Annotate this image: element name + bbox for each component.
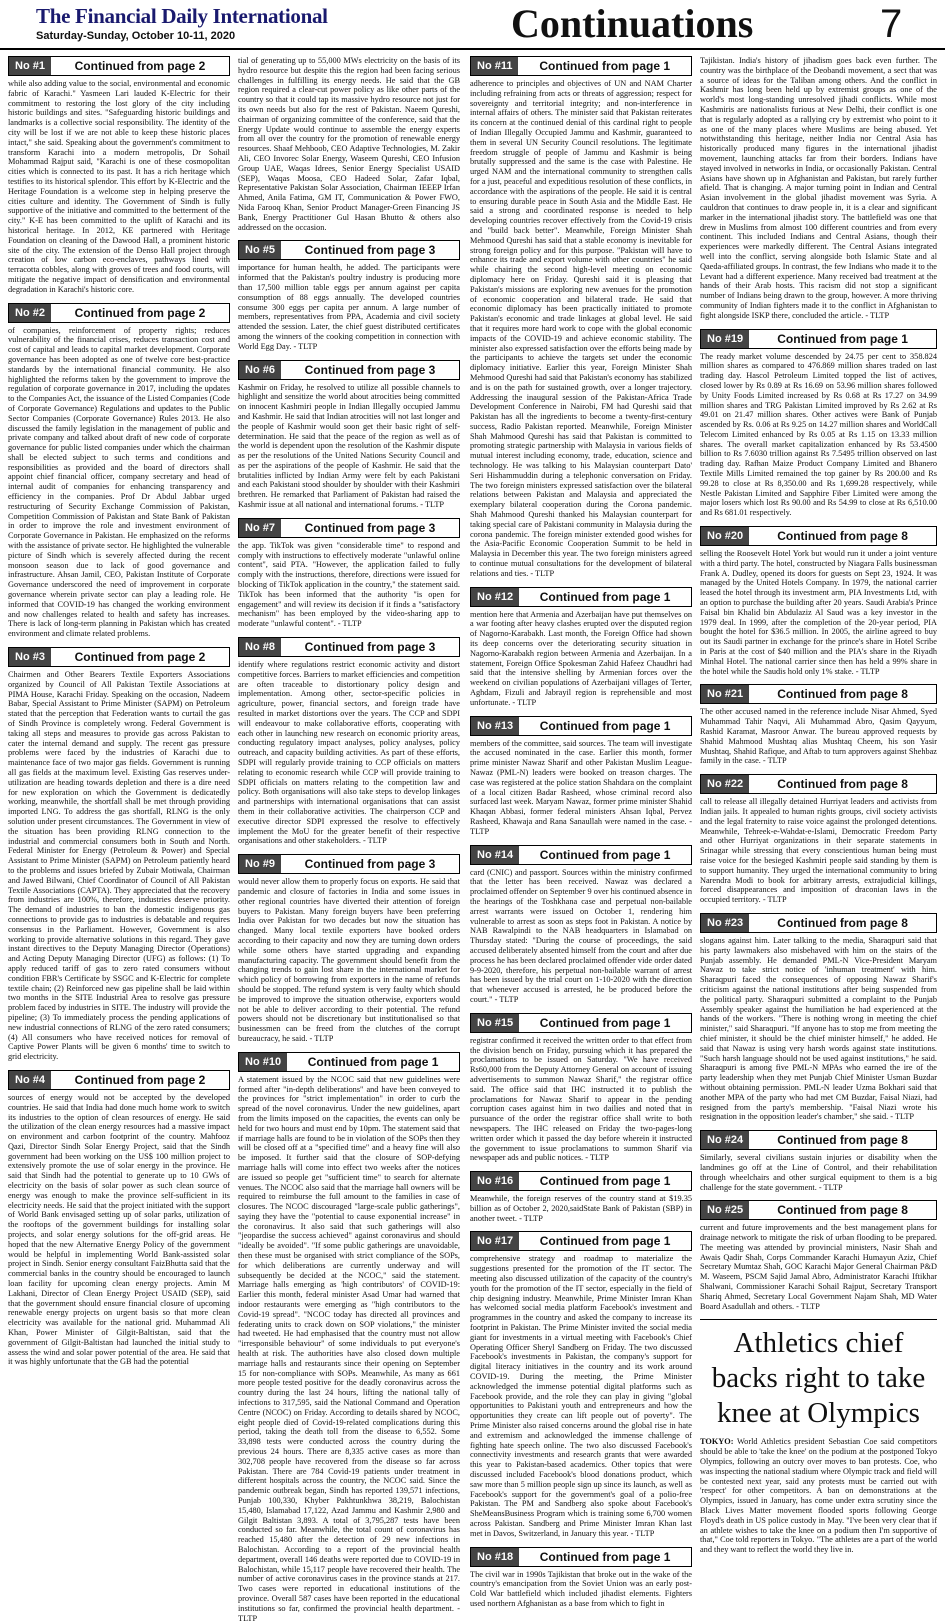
continuation-number: No #1 bbox=[9, 57, 51, 75]
continuation-header bbox=[700, 526, 937, 546]
continuation-text: The other accused named in the reference include Nisar Ahmed, Syed Muhammad Tahir Naqvi, Ali Muhammad Abro, Qasim Qayyum, Rashid Karamat, Masroor Anwar. The bureau approved requests by Shahid Mahmood Mushtaq alias Mushtaq Cheem, his son Yasir Mushtaq, Shahid Rafique, and Aftab to turn approvers against Shehbaz family in the case. - TLTP bbox=[700, 707, 937, 766]
continuation-text: registrar confirmed it received the written order to that effect from the division bench on Friday, pursuing which it has prepared the proclamations to be issued on Saturday. "We have received Rs60,000 from the Deputy Attorney General on account of issuing advertisements to summon Nawaz Sharif," the registrar office said. The office said that IHC instructed it to publish the proclamations for Nawaz Sharif to appear in the pending corruption cases against him in two dailies and noted that in pursuance of the order the registrar office shall write to both newspapers. The IHC released on Friday the two-pages-long written order which it passed the day before wherein it instructed the government to issue proclamations to summon Sharif via newspaper ads and public notices. - TLTP bbox=[470, 1035, 692, 1163]
continuation-text: members of the committee, said sources. The team will investigate the accused nominated in the case. Earlier this month, former prime minister Nawaz Sharif and other Pakistan Muslim League-Nawaz (PML-N) leaders were booked on treason charges. The case was registered at the police station Shahdara on the complaint of a local citizen Badar Rasheed, whose criminal record also surfaced last week. Maryam Nawaz, former prime minister Shahid Khaqan Abbasi, former federal ministers Ahsan Iqbal, Pervez Rasheed, Khawaja and Rana Sanaullah were named in the case. - TLTP bbox=[470, 738, 692, 836]
continuation-title: Continued from page 1 bbox=[539, 59, 671, 73]
continuation-text: The ready market volume descended by 24.75 per cent to 358.824 million shares as compared to 476.869 million shares traded on last trading day. Hascol Petroleum Limited topped the list of actives, closed lower by Rs 0.89 at Rs 16.69 on 53.96 million shares followed by Unity Foods Limited increased by Rs 0.68 at Rs 17.27 on 34.99 million shares and TRG Pakistan Limited improved by Rs 2.62 at Rs 49.01 on 21.47 million shares. Other actives were Bank of Punjab ascended by Rs. 0.06 at Rs 9.25 on 14.27 million shares and WorldCall Telecom Limited enhanced by Rs 0.05 at Rs 1.15 on 13.33 million shares. The overall market capitalization enhanced by Rs 53.4500 billion to Rs 7.6030 trillion against Rs 7.5495 trillion observed on last trading day. Rafhan Maize Product Company Limited and Bhanero Textile Mills Limited remained the top gainer by Rs 200.00 and Rs 99.28 to close at Rs 8,350.00 and Rs 1,699.28 respectively, while Nestle Pakistan Limited and Sapphire Fiber Limited were among the major losers which lost Rs 90.00 and Rs 54.99 to close at Rs 6,510.00 and Rs 681.01 respectively. bbox=[700, 351, 937, 518]
paper-name: The Financial Daily International bbox=[36, 4, 328, 28]
continuation-text: Tajikistan. India's history of jihadism goes back even further. The country was the birthplace of the Deobandi movement, a sect that was a source of ideas for the Taliban among others. And the conflict in Kashmir has long been held up by extremist groups as one of the world's most long-standing unresolved jihadi conflicts. While most Kashmiris are nationalists furious at New Delhi, their conflict is one that is regularly adopted as a rallying cry by extremist who point to it as one of the many places where Muslims are being abused. Yet notwithstanding this heritage, neither India nor Central Asia has historically produced many figures in the international jihadist movement, launching attacks far from their borders. Indians have stayed involved in networks in India, or occasionally Pakistan. Central Asians have shown up in Afghanistan and Pakistan, but rarely further afield. That is changing. A major turning point in Indian and Central Asian involvement in the global jihadist movement was Syria. A cauldron that continues to draw people in, it is a clear and significant marker in the international jihadist story. The battlefield was one that drew in Muslims from almost 100 different countries and from every continent. This included Indians and Central Asians, though their experiences were markedly different. The Central Asians integrated well into the conflict, serving alongside both Islamic State and al Qaeda-affiliated groups. In contrast, the few Indians who made it to the Levant had a different experience. Many received bad treatment at the hands of their Arab hosts. This racism did not stop a significant number of Indians being drawn to the group, however. A more thriving community of Indian fighters made it to the conflict in Afghanistan to fight alongside ISKP there, concluded the article. - TLTP bbox=[700, 56, 937, 320]
column-2 bbox=[238, 56, 460, 1623]
continuation-number: No #5 bbox=[239, 241, 281, 259]
continuation-text: tial of generating up to 55,000 MWs electricity on the basis of its hydro resource but despite this the region had been facing serious challenges in fulfilling its energy needs. He said that the GB region required a clear-cut power policy as like other parts of the country so that it could tap its massive hydro resource not just for its own needs but also for the rest of Pakistan. Naeem Qureshi, chairman of organizing committee of the conference, said that the Energy Update would continue to assemble the energy experts from all over the country for the promotion of renewable energy resources. Shaaf Mehboob, CEO Adaptive Technologies, M. Zakir Ali, CEO Invorec Solar Energy, Waseem Qureshi, CEO Infusion Group UAE, Waqas Idrees, Senior Energy Specialist USAID (SEP), Waqas Moosa, CEO Hadeed Solar, Zafar Iqbal, Representative Pakistan Solar Association, Chairman IEEEP Irfan Ahmed, Anila Fatima, GM IT, Communication & Power FWO, Nida Farooq Khan, Senior Product Manager-Green Financing JS Bank, Energy Practitioner Gul Hasan Bhutto & others also addressed on the occasion. bbox=[238, 56, 460, 232]
continuation-text: selling the Roosevelt Hotel York but would run it under a joint venture with a third party. The hotel, constructed by Niagara Falls businessman Frank A. Dudley, opened its doors for guests on Sept 23, 1924. It was managed by the United Hotels Company. In 1979, the national carrier leased the hotel through its investment arm, PIA Investments Ltd, with an option to purchase the building after 20 years. Saudi Arabia's Prince Faisal bin Khalid bin Abdulaziz Al Saud was a key investor in the 1979 deal. In 1999, after the completion of the 20-year period, PIA bought the hotel for $36.5 million. In 2005, the airline agreed to buy out its Saudi partner in exchange for the prince's share in Hotel Scribe in Paris at the cost of $40 million and the PIA's share in the Riyadh Minhal Hotel. The national carrier since then has held a 99% share in the hotel while the Saudis hold only 1% stake. - TLTP bbox=[700, 549, 937, 676]
continuation-title: Continued from page 2 bbox=[74, 305, 206, 320]
continuation-text: current and future improvements and the best management plans for drainage network to mitigate the risk of urban flooding to be prepared. The meeting was attended by provincial ministers, Nasir Shah and Awais Qadir Shah, Corps Commander Karachi Humayun Aziz, Chief Secretary Mumtaz Shah, GOC Karachi Major General Chairman P&D M. Waseem, PSCM Sajid Jamal Abro, Administrator Karachi Iftikhar Shalwani, Commissioner Karachi Sohail Rajput, Secretary Transport Shariq Ahmed, Secretary Local Government Najam Shah, MD Water Board Asadullah and others. - TLTP bbox=[700, 1223, 937, 1311]
continuation-header bbox=[700, 684, 937, 704]
continuation-header bbox=[8, 303, 230, 323]
continuation-number: No #11 bbox=[471, 57, 518, 75]
article-text: World Athletics president Sebastian Coe said competitors should be able to 'take the knee' on the podium at the postponed Tokyo Olympics, following an outcry over moves to ban protests. Coe, who was inspecting the national stadium where Olympic track and field will be contested next year, said any protests must be carried out with 'respect' for other competitors. A ban on demonstrations at the Olympics, issued in January, has come under extra scrutiny since the Black Lives Matter movement flooded sports following George Floyd's death in US police custody in May. "I've been very clear that if an athlete wishes to take the knee on a podium then I'm supportive of that," Coe told reporters in Tokyo. "The athletes are a part of the world and they want to reflect the world they live in. bbox=[700, 1437, 937, 1555]
continuation-box bbox=[470, 56, 692, 579]
continuation-box bbox=[8, 303, 230, 640]
continuation-number: No #14 bbox=[471, 846, 519, 864]
continuation-box bbox=[8, 1070, 230, 1367]
continuation-box bbox=[238, 360, 460, 510]
continuation-header bbox=[470, 845, 692, 865]
continuation-text: slogans against him. Later talking to the media, Sharaqpuri said that his party lawmakers also misbehaved with him on the stairs of the Punjab assembly. He demanded PML-N Vice-President Maryam Nawaz to take strict notice of 'inhuman treatment' with him. Sharaqpuri faced the consequences of opposing Nawaz Sharif's criticism against the national institutions after being suspended from the political party. Sharaqpuri submitted a complaint to the Punjab Assembly speaker against the humiliation he had experienced at the hands of the workers. "There is nothing wrong in meeting the chief minister," said Sharaqpuri. "If anyone has to stop me from meeting the chief minister, it should be the chief minister himself," he added. He said that Nawaz is using very harsh words against state institutions. "Such harsh language should not be used against institutions," he said. Sharaqpuri is among five PML-N MPAs who earned the ire of the party leadership when they met Punjab Chief Minister Usman Buzdar without obtaining permission. PML-N leader Uzma Bokhari said that another MPA of the party who had met CM Buzdar, Faisal Niazi, had resigned from the party's membership. "Faisal Niazi wrote his resignation in the opposition leader's chamber," she said. - TLTP bbox=[700, 935, 937, 1122]
section-title: Continuations bbox=[511, 1, 754, 46]
continuation-header bbox=[700, 1200, 937, 1220]
continuation-text: mention here that Armenia and Azerbaijan have put themselves on a war footing after heavy clashes erupted over the disputed region of Nagorno-Karabakh. Last month, the Foreign Office had shown its deep concerns over the deteriorating security situation in Nagorno-Karabakh region between Armenia and Azerbaijan. In a statement, Foreign Office Spokesman Zahid Hafeez Chaudhri had said that the intensive shelling by Armenian forces over the weekend on civilian populations of Azerbaijani villages of Terter, Aghdam, Fizuli and Jabrayil region is reprehensible and most unfortunate. - TLTP bbox=[470, 609, 692, 707]
continuation-box bbox=[700, 329, 937, 519]
continuation-header bbox=[238, 854, 460, 874]
continuation-header bbox=[8, 1070, 230, 1090]
continuation-number: No #10 bbox=[239, 1053, 287, 1071]
continuation-title: Continued from page 1 bbox=[539, 589, 671, 604]
continuation-text: A statement issued by the NCOC said that new guidelines were formed after "in-depth deliberations" and have been conveyed to the provinces for "strict implementation" in order to curb the spread of the novel coronavirus. Under the new guidelines, apart from the limits imposed on the capacities, the events can only be held for two hours and must end by 10pm. The statement said that if marriage halls are found to be in violation of the SOPs then they will be closed off at a "specified time" and a heavy fine will also be imposed. It further said that the closure of SOP-defying marriage halls will come into effect two weeks after the notices are issued so people get "sufficient time" to search for alternate venues. The NCOC also said that the marriage hall owners will be required to reimburse the full amount to the families in case of closures. The NCOC discouraged "large-scale public gatherings", saying they have the "potential to cause exponential increase" in the coronavirus. It also said that such gatherings will also "jeopardise the success achieved" against coronavirus and should "ideally be avoided". "If some public gatherings are unavoidable, then these must be organised with strict compliance of the SOPs, for which deliberations are currently underway and will subsequently be decided at the NCOC," said the statement. Marriage halls emerging as 'high contributors' of COVID-19: Earlier this month, federal minister Asad Umar had warned that indoor restaurants were emerging as "high contributors to the Covid-19 spread". "NCOC today has directed all provinces and federating units to crack down on SOP violations," the minister had tweeted. He had emphasised that the country must not allow "irresponsible behaviour" of some individuals to put everyone's health at risk. The authorities have also closed down multiple marriage halls and restaurants since their opening on September 15 for non-compliance with SOPs. Meanwhile, As many as 661 more people tested positive for the deadly coronavirus across the country during the last 24 hours, lifting the national tally of infections to 317,595, said the National Command and Operation Centre (NCOC) on Friday. According to details shared by NCOC, eight people died of Covid-19-related complications during this period, taking the death toll from the disease to 6,552. Some 33,898 tests were conducted across the country during the previous 24 hours. There are 8,335 active cases as more than 302,708 people have recovered from the disease so far across Pakistan. There are 784 Covid-19 patients under treatment in different hospitals across the country, the NCOC said. Since the pandemic outbreak began, Sindh has reported 139,571 infections, Punjab 100,330, Khyber Pakhtunkhwa 38,219, Balochistan 15,480, Islamabad 17,122, Azad Jammu and Kashmir 2,980 and Gilgit Baltistan 3,893. A total of 3,795,287 tests have been conducted so far. Meanwhile, the total count of coronavirus has reached 15,480 after the detection of 29 new infections in Balochistan. According to a report of the provincial health department, overall 146 deaths were reported due to COVID-19 in Balochistan, while 15,117 people have recovered their health. The number of active coronavirus cases in the province stands at 217. Two cases were reported in educational institutions of the province. Overall 587 cases have been reported in the educational institutions so far, confirmed the provincial health department. - TLTP bbox=[238, 1074, 460, 1623]
continuation-number: No #23 bbox=[701, 914, 749, 932]
continuation-text: importance for human health, he added. The participants were informed that the Pakistan's poultry industry is producing more than 17,500 million table eggs per annum against per capita consumption of 88 eggs annually. The developed countries consume 300 eggs per capita per annum. A large number of members, representatives from PPA, Academia and civil society attended the session. Later, the chief guest distributed certificates among the winners of the cooking competition in connection with World Egg Day. - TLTP bbox=[238, 263, 460, 351]
continuation-number: No #20 bbox=[701, 527, 749, 545]
continuation-number: No #24 bbox=[701, 1131, 749, 1149]
continuation-number: No #7 bbox=[239, 519, 281, 537]
continuation-text: adherence to principles and objectives of UN and NAM Charter including refraining from acts or threats of aggression; respect for sovereignty and territorial integrity; and non-interference in internal affairs of others. The minister said that Pakistan reiterates its concern at the continued denial of this cardinal right to people of Indian Illegally Occupied Jammu and Kashmir, guaranteed to them in several UN Security Council resolutions. The legitimate freedom struggle of people of Jammu and Kashmir is being brutally suppressed and the same is the case with Palestine. He urged NAM and the international community to strengthen calls for a just, peaceful and expeditious resolution of these conflicts, in accordance with the aspirations of the people. He said it is central to ensuring durable peace in South Asia and the Middle East. He said a strong and coordinated response is needed to help developing countries recover effectively from the Covid-19 crisis and "build back better". Meanwhile, Foreign Minister Shah Mehmood Qureshi has said that a stable economy is inevitable for strong foreign policy and for this purpose. "Pakistan will have to enhance its trade and export volume with other countries" he said while chairing the second high-level meeting on economic diplomacy here on Friday. Qureshi said it is pleasing that Pakistan's missions are exploring new avenues for the promotion of economic cooperation and bilateral trade. He said that economic diplomacy has been practically initiated to promote Pakistan's economic and trade linkages at global level. He said that it requires more hard work to cope with the global economic impacts of the COVID-19 and achieve economic stability. The minister also expressed satisfaction over the efforts being made by the participants to achieve the targets set under the economic diplomacy initiative. Earlier this year, Foreign Minister Shah Mehmood Qureshi had said that Pakistan's economy has stabilized and is on the path for sustained growth, over a longer trajectory. Addressing the inaugural session of the Pakistan-Africa Trade Development Conference in Nairobi, FM had Qureshi said that Pakistan has all the ingredients to become a twenty-first-century success, Radio Pakistan reported. Meanwhile, Foreign Minister Shah Mahmood Qureshi has said that Pakistan is committed to promoting strategic partnership with Malaysia in various fields of mutual interest including economy, trade, education, science and technology. He was talking to his Malaysian counterpart Dato' Seri Hishammuddin during a telephonic conversation on Friday. The two foreign ministers expressed satisfaction over the bilateral relations between Pakistan and Malaysia and appreciated the exemplary bilateral cooperation during the Corona pandemic. Shah Mahmood Qureshi thanked his Malaysian counterpart for taking special care of Pakistani community in Malaysia during the corona pandemic. The foreign minister extended good wishes for the Asia-Pacific Economic Cooperation Summit to be held in Malaysia in December this year. The two foreign ministers agreed to continue mutual consultations for the development of bilateral relations and ties. - TLTP bbox=[470, 79, 692, 578]
continuation-header bbox=[700, 329, 937, 349]
continuation-title: Continued from page 8 bbox=[777, 777, 908, 792]
continuation-number: No #13 bbox=[471, 717, 519, 735]
continuation-text: comprehensive strategy and roadmap to materialize the suggestions presented for the promotion of the IT sector. The meeting also discussed utilization of the capacity of the country's youth for the promotion of the IT sector, especially in the field of chip designing industry. Meanwhile, Prime Minister Imran Khan has welcomed social media platform Facebook's investment and programmes in the country and asked the company to increase its footprint in Pakistan. The Prime Minister invited the social media giant for investments in a virtual meeting with Facebook's Chief Operating Officer Sheryl Sandberg on Friday. The two discussed Facebook's investments in Pakistan, the company's support for digital literacy initiatives in the country and its work around COVID-19. During the meeting, the Prime Minister acknowledged the immense potential digital platforms such as Facebook provide, and the role they can play in giving "global opportunities to Pakistani youth and entrepreneurs and how the opportunities they create can lift people out of poverty". The Prime Minister also raised concerns around the global rise in hate and extremism and acknowledged the immense challenge of fighting hate speech online. The two also discussed Facebook's connectivity investments and research grants that were awarded this year to Pakistan-based academics. Other topics that were discussed included Facebook's blood donations product, which saw more than 5 million people sign up since its launch, as well as Facebook's support for the government's goal of a polio-free Pakistan. The PM and Sandberg also spoke about Facebook's SheMeansBusiness Program which is training some 6,700 women across Pakistan. Sandberg and Prime Minister Imran Khan last met in Davos, Switzerland, in January this year. - TLTP bbox=[470, 1254, 692, 1538]
continuation-header bbox=[238, 518, 460, 538]
continuation-header bbox=[470, 1013, 692, 1033]
continuation-header bbox=[238, 637, 460, 657]
article-body bbox=[700, 1437, 937, 1555]
continuation-number: No #16 bbox=[471, 1172, 519, 1190]
continuation-box bbox=[8, 647, 230, 1062]
continuation-title: Continued from page 1 bbox=[307, 1054, 439, 1069]
continuation-text: sources of energy would not be accepted by the developed countries. He said that India had done much home work to switch its industries to the option of clean resources of energy. He said the utilization of the clean energy resources had a massive impact on environment and carbon footprint of the country. Mahfooz Qazi, Director Sindh Solar Energy Project, said that the Sindh government had been working on the US$ 100 million project to extensively promote the use of solar energy in the province. He said that Sindh had the potential to generate up to 10 GWs of electricity on the basis of solar power as such clean source of energy was enough to make the province self-sufficient in its electricity needs. He said that the project initiated with the support of World Bank envisaged setting up of solar parks, utilization of the rooftops of the government buildings for installing solar projects, and solar energy solutions for the off-grid areas. He hoped that the new Alternative Energy Policy of the government would be helpful in implementing World Bank-assisted solar project in Sindh. Senior energy consultant FaizBhutta said that the commercial banks in the country should be encouraged to launch loan facility for upcoming clean energy projects. Amin M Lakhani, Director of Clean Energy Project USAID (SEP), said that the government should ensure financial closure of upcoming renewable energy projects on urgent basis so that more clean electricity was available for the national grid. Muhammad Ali Khan, Power Minister of Gilgit-Baltistan, said that the government of Gilgit-Baltistan had launched the initial study to assess the wind and solar power potential of the area. He said that it was highly unfortunate that the GB had the potential bbox=[8, 1092, 230, 1367]
continuation-box bbox=[238, 1052, 460, 1623]
continuation-header bbox=[470, 587, 692, 607]
continuation-box bbox=[238, 56, 460, 232]
continuation-title: Continued from page 8 bbox=[777, 529, 908, 544]
continuation-title: Continued from page 8 bbox=[777, 1133, 908, 1148]
continuation-box bbox=[238, 854, 460, 1044]
continuation-number: No #18 bbox=[471, 1548, 519, 1566]
continuation-header bbox=[700, 913, 937, 933]
continuation-title: Continued from page 2 bbox=[74, 1072, 206, 1087]
continuation-header bbox=[700, 774, 937, 794]
continuation-box bbox=[700, 913, 937, 1122]
column-1 bbox=[8, 56, 230, 1582]
continuation-text: identify where regulations restrict economic activity and distort competitive forces. Barriers to market efficiencies and competition are often traceable to distortionary policy design and implementation. Among other, sector-specific policies in agriculture, power, financial sectors, and foreign trade have resulted in market distortions over the years. The CCP and SDPI will endeavour to make collaborative efforts, cooperating with each other in launching new research on economic priority areas, conducting regulatory impact analyses, policy analyses, policy outreach, and capacity building activities. As part of these efforts, SDPI will regularly provide training to CCP officials on matters relating to economic research while CCP will provide training to SDPI officials on matters relating to the competition law and policy. Both organisations will also take steps to develop linkages and partnerships with international organisations that can assist them in their collaborative activities. The chairperson CCP and executive director SDPI expressed the resolve to effectively implement the MoU for the greater benefit of their respective organisations and other stakeholders. - TLTP bbox=[238, 660, 460, 846]
continuation-title: Continued from page 1 bbox=[777, 331, 908, 346]
continuation-title: Continued from page 8 bbox=[777, 1203, 908, 1218]
continuation-number: No #2 bbox=[9, 304, 51, 322]
continuation-header bbox=[470, 716, 692, 736]
continuation-title: Continued from page 3 bbox=[304, 640, 436, 655]
continuation-text: while also adding value to the social, environmental and economic fabric of Karachi." Yasmeen Lari lauded K-Electric for their commitment to restoring the lost glory of the city including historic buildings and sites. "Safeguarding historic buildings and landmarks is a collective social responsibility. The identity of the city will be lost if we are not able to keep these historic places intact," she said. Speaking about the government's commitment to transform Karachi into a modern metropolis, Dr Sohail Mohammad Rajput said, "Karachi is one of these cosmopolitan cities which is connected to its past. It has a rich heritage which testifies to its historical splendor. This effort by K-Electric and the Heritage Foundation is a welcome step in helping preserve the cities culture and identity. The Government of Sindh is fully supportive of the initiative and committed to the betterment of the city." K-E has been committed to the uplift of Karachi and its historical heritage. In 2012, KE partnered with Heritage Foundation on cleaning of the Dawood Hall, a prominent historic site of the city. The extension of the Denso Hall project through creation of low carbon eco-enclaves, pathways lined with terracotta cobbles, along with groves of trees and food courts, will mitigate the negative impact of densification and environmental degradation in Karachi's historic core. bbox=[8, 79, 230, 294]
continuation-box bbox=[700, 56, 937, 321]
continuation-number: No #22 bbox=[701, 775, 749, 793]
continuation-text: call to release all illegally detained Hurriyat leaders and activists from Indian jails. It appealed to human rights groups, civil society activists and the legal fraternity to raise voice against the prolonged detentions. Meanwhile, Tehreek-e-Wahdat-e-Islami, Democratic Freedom Party and other Hurriyat organizations in their separate statements in Srinagar while stressing that every conscientious human being must raise voice for the besieged Kashmiri people said standing by them is to support humanity. They urged the international community to bring Narendra Modi to book for arbitrary arrests, extrajudicial killings, forced disappearances and imposition of draconian laws in the occupied territory. - TLTP bbox=[700, 797, 937, 905]
continuation-box bbox=[700, 1130, 937, 1192]
continuation-header bbox=[238, 360, 460, 380]
continuation-number: No #25 bbox=[701, 1201, 749, 1219]
continuation-number: No #8 bbox=[239, 638, 281, 656]
continuation-number: No #17 bbox=[471, 1232, 519, 1250]
continuation-box bbox=[470, 1547, 692, 1609]
continuation-text: Meanwhile, the foreign reserves of the country stand at $19.35 billion as of October 2, 2020,saidState Bank of Pakistan (SBP) in another tweet. - TLTP bbox=[470, 1194, 692, 1223]
continuation-number: No #12 bbox=[471, 588, 519, 606]
continuation-title: Continued from page 1 bbox=[539, 1174, 671, 1189]
continuation-title: Continued from page 1 bbox=[539, 1549, 671, 1564]
continuation-title: Continued from page 3 bbox=[304, 362, 436, 377]
continuation-header bbox=[238, 1052, 460, 1072]
continuation-number: No #4 bbox=[9, 1071, 51, 1089]
continuation-box bbox=[700, 526, 937, 676]
continuation-box bbox=[238, 637, 460, 846]
article-dateline: TOKYO: bbox=[700, 1437, 734, 1447]
continuation-header bbox=[470, 1171, 692, 1191]
article-headline: Athletics chief backs right to take knee at Olympics bbox=[700, 1319, 937, 1431]
continuation-title: Continued from page 3 bbox=[304, 243, 436, 258]
continuation-box bbox=[470, 716, 692, 837]
column-4-continuations bbox=[700, 56, 937, 1311]
continuation-text: the app. TikTok was given "considerable time" to respond and comply with instructions to effectively moderate "unlawful online content", said PTA. "However, the application failed to fully comply with the instructions, therefore, directions were issued for blocking of TikTok application in the country," the statement said. TikTok has been informed that the authority "is open for engagement" and will review its decision if it finds a "satisfactory mechanism" has been employed by the video-sharing app to moderate "unlawful content". - TLTP bbox=[238, 540, 460, 629]
page-number: 7 bbox=[880, 2, 903, 46]
continuation-text: card (CNIC) and passport. Sources within the ministry confirmed that the letter has been received. Nawaz was declared a proclaimed offender on September 9 over his continued absence in the hearings of the Toshkhana case and perpetual non-bailable arrest warrants were issued on October 1, rendering him vulnerable to arrest as soon as steps foot in Pakistan. A notice by NAB Rawalpindi to the NAB headquarters in Islamabad on Thursday stated: "During the course of proceedings, the said accused deliberately absented himself from the court and after due process he has been declared proclaimed offender vide order dated 9-9-2020, therefore, his perpetual non-bailable warrant of arrest has been issued by the trial court on 1-10-2020 with the direction that whenever accused is arrested, he be produced before the court." - TLTP bbox=[470, 867, 692, 1004]
continuation-title: Continued from page 1 bbox=[539, 1234, 671, 1249]
continuation-title: Continued from page 1 bbox=[539, 847, 671, 862]
continuation-header bbox=[470, 1231, 692, 1251]
column-4 bbox=[700, 56, 937, 1582]
continuation-title: Continued from page 2 bbox=[74, 650, 206, 665]
feature-article bbox=[700, 1319, 937, 1555]
continuation-number: No #9 bbox=[239, 855, 281, 873]
continuation-number: No #21 bbox=[701, 685, 749, 703]
continuation-text: of companies, reinforcement of property rights; reduces vulnerability of the financial crises, reduces transaction cost and cost of capital and leads to capital market development. Corporate governance has been adopted as one of twelve core best-practice standards by the international financial community. He also highlighted the reforms taken by the government to improve the regulation of corporate governance in 2017, including the updates to the Companies Act, the issuance of the Listed Companies (Code of Corporate Governance) Regulations and updates to the Public Sector Companies (Corporate Governance) Rules 2013. He also discussed the family legislation in the management of public and private company and talked about draft of new code of corporate governance for public listed companies under which the chairman shall be elected subject to such terms and conditions and responsibilities as provided and the board of directors shall appoint chief financial officer, company secretary and head of internal audit of companies for enhancing transparency and efficiency in the companies. Prof Dr Abdul Jabbar urged restructuring of Security Exchange Commission of Pakistan, Competition Commission of Pakistan and State Bank of Pakistan in order to improve the role and investment environment of Corporate Governance in Pakistan. He emphasized on the reforms with the assistance of private sector. He highlighted the vulnerable picture of Sindh which is severely affected during the recent monsoon season due to lack of good governance and infrastructure. Ahsan Jamil, CEO, Pakistan Institute of Corporate Governance underscored the need of improvement in corporate governance wherein private sector can play a leading role. He informed that COVID-19 has changed the working environment and now challenges related to health and safety has increases. There is lack of long-term planning in Pakistan which has created environment and climate related problems. bbox=[8, 325, 230, 639]
continuation-header bbox=[8, 56, 230, 76]
column-3 bbox=[470, 56, 692, 1608]
continuation-box bbox=[470, 1171, 692, 1223]
continuation-box bbox=[238, 518, 460, 629]
continuation-header bbox=[700, 1130, 937, 1150]
continuation-box bbox=[470, 1231, 692, 1538]
continuation-box bbox=[238, 240, 460, 351]
issue-date: Saturday-Sunday, October 10-11, 2020 bbox=[36, 30, 236, 42]
continuation-title: Continued from page 2 bbox=[74, 59, 206, 73]
continuation-title: Continued from page 8 bbox=[777, 687, 908, 702]
continuation-number: No #3 bbox=[9, 648, 51, 666]
continuation-title: Continued from page 1 bbox=[539, 718, 671, 733]
continuation-title: Continued from page 3 bbox=[304, 857, 436, 872]
continuation-number: No #15 bbox=[471, 1014, 519, 1032]
continuation-number: No #19 bbox=[701, 330, 749, 348]
continuation-box bbox=[700, 774, 937, 905]
continuation-box bbox=[470, 1013, 692, 1163]
continuation-box bbox=[470, 587, 692, 708]
continuation-box bbox=[470, 845, 692, 1005]
continuation-header bbox=[238, 240, 460, 260]
continuation-title: Continued from page 8 bbox=[777, 915, 908, 930]
continuation-header bbox=[8, 647, 230, 667]
continuation-text: The civil war in 1990s Tajikistan that broke out in the wake of the country's emancipation from the Soviet Union was an early post-Cold War battlefield which included jihadist elements. Fighters used northern Afghanistan as a base from which to fight in bbox=[470, 1569, 692, 1608]
continuation-box bbox=[700, 684, 937, 766]
continuation-text: Similarly, several civilians sustain injuries or disability when the landmines go off at the Line of Control, and their rehabilitation through wheelchairs and other surgical equipment to them is a big challenge for the state government. - TLTP bbox=[700, 1153, 937, 1192]
continuation-header bbox=[470, 1547, 692, 1567]
continuation-text: would never allow them to properly focus on exports. He said that pandemic and closure of factories in India and some issues in other regional countries have diverted their attention of foreign buyers to Pakistan. Many foreign buyers have been preferring India over Pakistan for two decades but now the situation has changed. Many local textile exporters have booked orders according to their capacity and now they are turning down orders while some others have started upgrading and expanding manufacturing capacity. The government should benefit from the changing trends to gain lost share in the international market for which policy of borrowing from exporters in the name of refunds should be stopped. The refund system is very faulty which should be improved to improve the situation otherwise, exporters would not be able to deliver according to their potential. The refund powers should not be discretionary but institutionalised so that businessmen can be freed from the clutches of the corrupt bureaucracy, he said. - TLTP bbox=[238, 877, 460, 1043]
continuation-text: Kashmir on Friday, he resolved to utilize all possible channels to highlight and sensitize the world about atrocities being committed on innocent Kashmiri people in Indian Illegally occupied Jammu and Kashmir. He said that Indian atrocities will not last longer and the people of Kashmir would soon get their basic right of self-determination. He said that the peace of the region as well as of the world is dependent upon the resolution of the Kashmir dispute as per the resolutions of the United Nations Security Council and as per the aspirations of the people of Kashmir. He said that the brutalities inflicted by Indian Army were felt by each Pakistani and each Pakistani stood shoulder by shoulder with their Kashmiri brethren. He remarked that Parliament of Pakistan had raised the Kashmir issue at all national and international forums. - TLTP bbox=[238, 382, 460, 510]
continuation-title: Continued from page 1 bbox=[539, 1015, 671, 1030]
masthead bbox=[0, 0, 945, 50]
continuation-box bbox=[700, 1200, 937, 1311]
continuation-header bbox=[470, 56, 692, 76]
continuation-box bbox=[8, 56, 230, 295]
continuation-number: No #6 bbox=[239, 361, 281, 379]
continuation-text: Chairmen and Other Bearers Textile Exporters Associations organized by Council of All Pakistan Textile Associations at PIMA House, Karachi Friday. Speaking on the occasion, Nadeem Babar, Special Assistant to Prime Minister (SAPM) on Petroleum stated that the perception that Federation wants to curtail the gas of Sindh Province is completely wrong. Federal Government is taking all steps and measures to provide gas across Pakistan to cater the internal demand and supply. The recent gas pressure problems were faced by the industries of Karachi due to maintenance face of two major gas fields. Government is running all gas fields at the maximum level. Existing Gas reserves under-utilization are heading towards depletion and there is a dire need for new exploration on which the Government is dedicatedly working, meanwhile, the shortfall shall be met through providing imported LNG. To address the gas shortfall, RLNG is the only solution under present circumstances. The Government in view of the situation has been providing RLNG connection to the industrial and commercial consumers both in South and North. Federal Minister for Energy (Petroleum & Power) and Special Assistant to Prime Minister (SAPM) on Petroleum patiently heard to the problems and issues briefed by Zubair Motiwala, Chairman and Jawed Bilwani, Chief Coordinator of Council of All Pakistan Textile Associations (CAPTA). They appreciated that the recovery from industries are 100%, therefore, industries deserve priority. The demand of industries to ban the domestic indigenous gas connections to provide gas to industries is debatable and requires consensus in the Parliament. However, Government is also working to provide alternative solutions in this regard. They gave instant directives to the Deputy Managing Director (Operations) and Acting Deputy Managing Director (UFG) as follows: (1) To apply reduced tariff of gas to zero rated consumers without condition FBR's Certificate by SSGC and K-Electric for complete textile chain; (2) Reinforced new gas pipeline shall be laid within two months in the SITE Industrial Area to resolve gas pressure problem faced by industries in SITE. The industry will provide the pipeline; (3) To immediately process the pending applications of new industrial connections of RLNG of the zero rated consumers; (4) All consumers who have received notices for removal of Captive Power Plants will be given 6 months' time to switch to grid electricity. bbox=[8, 670, 230, 1062]
continuation-title: Continued from page 3 bbox=[304, 520, 436, 535]
